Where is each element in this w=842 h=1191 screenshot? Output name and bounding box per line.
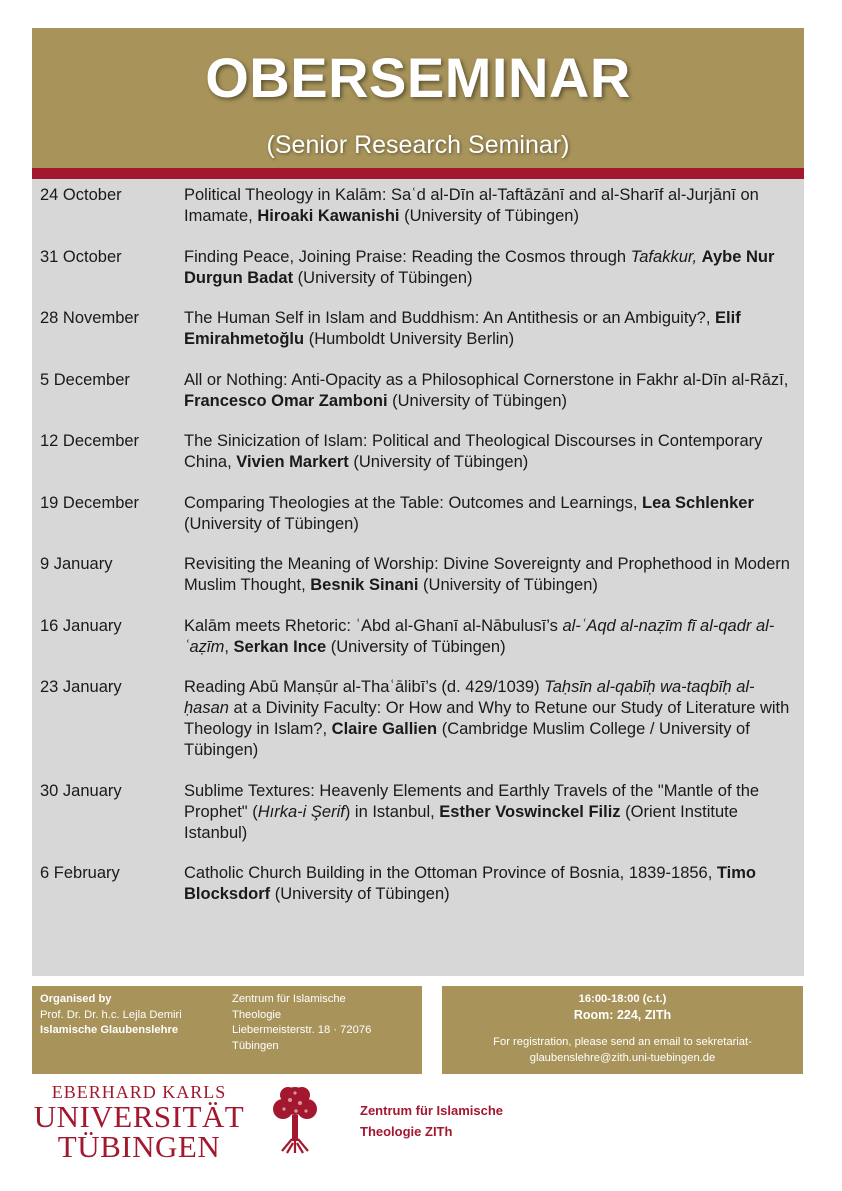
schedule-row [32,781,804,844]
session-text: Reading [184,678,250,696]
schedule-row [32,863,804,905]
session-text: (University of Tübingen) [418,576,598,594]
schedule-row [32,431,804,473]
session-date: 16 January [40,616,122,635]
page-subtitle: (Senior Research Seminar) [266,131,570,159]
schedule-row [32,308,804,350]
session-description [184,431,796,473]
session-date: 12 December [40,432,140,450]
session-text: Revisiting the Meaning of Worship: Divine Sovereignty and Prophethood in Modern Muslim Thought, [184,555,790,594]
session-text: The Sinicization of Islam: Political and Theological Discourses in Contemporary China, [184,432,763,471]
schedule-row [32,370,804,412]
session-description [184,677,796,761]
speaker-name: Lea Schlenker [642,493,754,512]
italic-title: Hırka-i Şerif [257,802,345,821]
session-date: 6 February [40,864,120,882]
session-date: 19 December [40,493,140,512]
session-text: (University of Tübingen) [270,885,450,903]
session-description [184,616,796,658]
session-text: Thaʿālibī [361,678,426,696]
organiser-info [40,992,230,1039]
session-text: Catholic Church Building in the Ottoman Province of Bosnia, 1839-1856, [184,864,717,882]
session-date: 28 November [40,309,140,327]
session-text: , [224,637,234,656]
session-text: (University of Tübingen) [326,637,506,656]
session-text: (University of Tübingen) [348,453,529,471]
session-text: al- [338,678,362,696]
speaker-name: Timo Blocksdorf [184,864,757,903]
session-date: 5 December [40,370,130,389]
speaker-name: Vivien Markert [236,453,349,471]
event-info-box [442,986,803,1074]
session-text: (Cambridge Muslim College / University of Tübingen) [184,720,750,759]
organiser-box [32,986,422,1074]
address-line: Theologie [232,1008,282,1021]
speaker-name: Elif Emirahmetoğlu [184,309,741,348]
session-text: (University of Tübingen) [399,207,579,225]
schedule-row [32,616,804,658]
organised-by-label: Organised by [40,993,112,1005]
session-description [184,185,796,227]
divider-bar [32,168,804,179]
header-banner [32,28,804,168]
session-date: 9 January [40,555,113,573]
speaker-name: Francesco Omar Zamboni [184,391,388,410]
session-text: ’s [546,616,563,635]
zith-label-line: Zentrum für Islamische [360,1103,504,1118]
session-text: Political Theology in [184,186,336,204]
session-description [184,493,796,535]
session-date: 23 January [40,678,122,696]
session-text: : Saʿd al- [381,186,449,204]
university-logo-line: EBERHARD KARLS [51,1082,227,1102]
session-description [184,863,796,905]
speaker-name: Esther Voswinckel Filiz [439,802,621,821]
italic-title: al-ʿ [562,616,587,635]
session-description [184,308,796,350]
session-text: at a Divinity Faculty: Or How and Why to Retune our Study of Literature with Theology in Islam?, [184,699,790,738]
speaker-name: Hiroaki Kawanishi [257,207,400,225]
session-text: al- [458,616,482,635]
session-text: al- [663,186,687,204]
address-line: Liebermeisterstr. 18 · 72076 [232,1024,372,1036]
session-date: 31 October [40,247,122,266]
schedule-list [32,179,804,976]
session-text: ) in Istanbul, [344,802,440,821]
session-text: meets Rhetoric: ʿAbd al- [230,616,414,635]
speaker-name: Claire Gallien [331,720,438,738]
session-text: Jurjānī [686,186,736,204]
schedule-row [32,247,804,289]
session-text: ’s (d. 429/1039) [425,678,545,696]
university-logo-line: UNIVERSITÄT [33,1099,245,1134]
session-description [184,554,796,596]
session-text: The Human Self in Islam and Buddhism: An Antithesis or an Ambiguity?, [184,309,716,327]
italic-title: Taḥsīn al-qabīḥ wa-taqbīḥ al-ḥasan [184,678,755,717]
session-text: (University of Tübingen) [387,391,567,410]
session-text: Finding Peace, Joining Praise: Reading the Cosmos through [184,247,631,266]
session-text: Kalām [335,186,382,204]
university-logo [32,1080,246,1164]
tree-icon [270,1085,320,1155]
italic-title: Aqd al-naẓīm fī al-qadr al-ʿaẓīm [184,616,775,656]
schedule-row [32,185,804,227]
session-text: (University of Tübingen) [293,268,473,287]
session-text: Sharīf [619,186,664,204]
address-line: Zentrum für Islamische [232,993,346,1005]
speaker-name: Besnik Sinani [310,576,419,594]
session-text: Ghanī [413,616,459,635]
page-title: OBERSEMINAR [205,46,631,109]
session-text: al- [474,186,498,204]
session-text: Taftāzānī [497,186,565,204]
session-description [184,370,796,412]
schedule-row [32,493,804,535]
event-room: Room: 224, ZITh [573,1007,672,1022]
zith-label [360,1100,503,1142]
session-text: on Imamate, [184,186,759,225]
session-description [184,247,796,289]
address-line: Tübingen [232,1039,279,1052]
department-name: Islamische Glaubenslehre [40,1024,179,1036]
session-text: Dīn [448,186,475,204]
session-text: Nābulusī [481,616,547,635]
event-time: 16:00-18:00 (c.t.) [578,993,667,1005]
organiser-name: Prof. Dr. Dr. h.c. Lejla Demiri [40,1008,182,1021]
registration-note: For registration, please send an email to sekretariat-glaubenslehre@zith.uni-tuebingen.de [493,1036,752,1064]
session-date: 24 October [40,186,122,204]
session-date: 30 January [40,781,122,800]
session-text: Abū Manṣūr [249,678,339,696]
italic-title: Tafakkur, [630,247,698,266]
session-text: All or Nothing: Anti-Opacity as a Philosophical Cornerstone in Fakhr al-Dīn al-Rāzī, [184,370,789,389]
session-text: Comparing Theologies at the Table: Outcomes and Learnings, [184,493,643,512]
session-text: (University of Tübingen) [184,514,359,533]
speaker-name: Aybe Nur Durgun Badat [184,247,775,287]
session-description [184,781,796,844]
session-text: (Humboldt University Berlin) [304,330,515,348]
zith-label-line: Theologie ZITh [360,1124,453,1139]
schedule-row [32,554,804,596]
session-text: and al- [564,186,620,204]
session-text: Kalām [184,616,231,635]
university-logo-line: TÜBINGEN [57,1129,221,1164]
address-info [232,992,412,1054]
speaker-name: Serkan Ince [233,637,327,656]
session-text: Sublime Textures: Heavenly Elements and Earthly Travels of the "Mantle of the Prophet" ( [184,781,760,821]
session-text: (Orient Institute Istanbul) [184,802,738,842]
schedule-row [32,677,804,761]
